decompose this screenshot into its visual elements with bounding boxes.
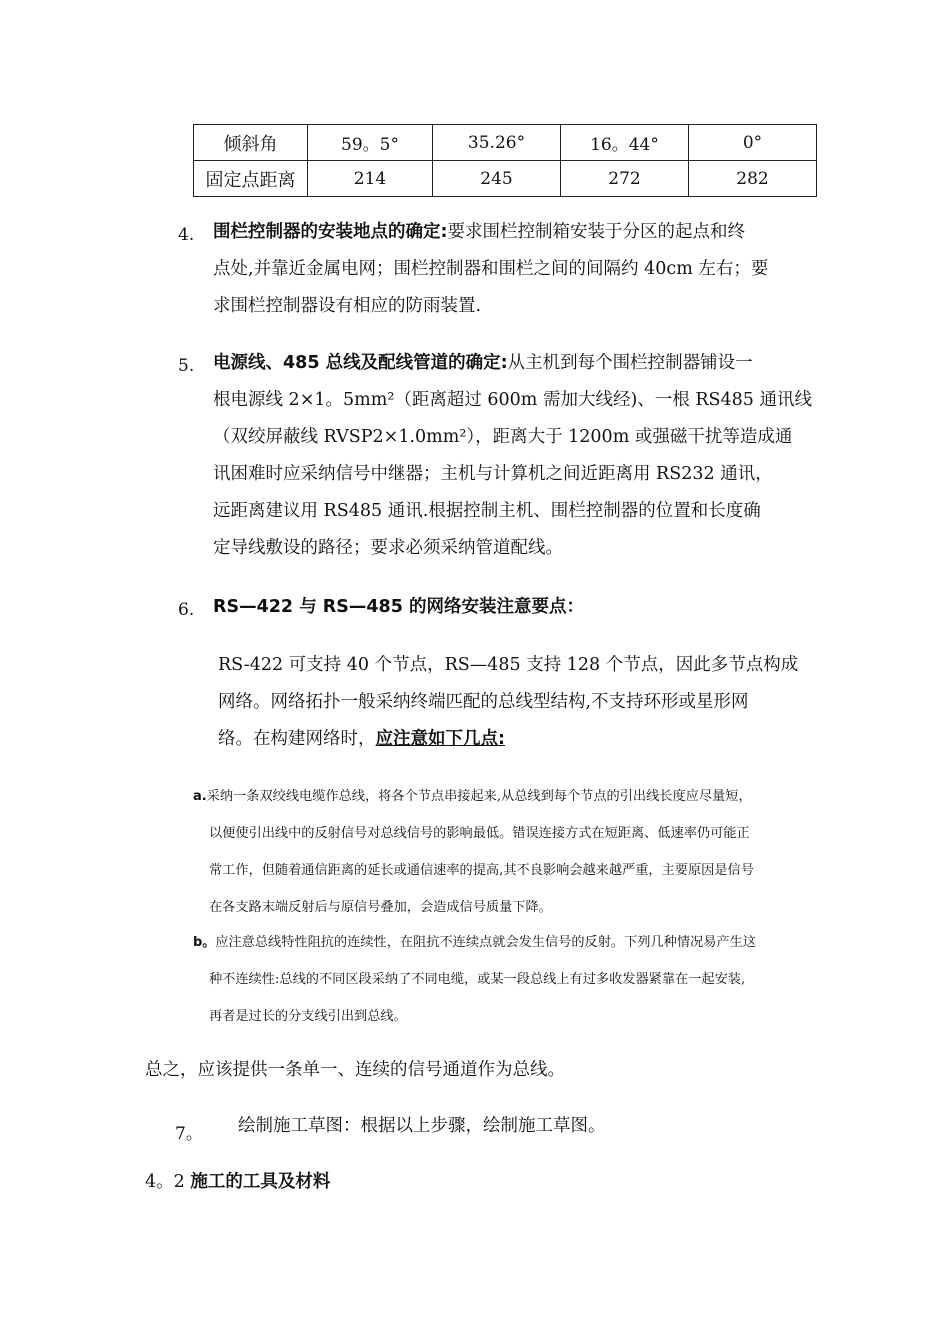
paragraph-line: 定导线敷设的路径；要求必须采纳管道配线。 [213, 538, 563, 558]
item-number: 6. [178, 600, 195, 620]
item-number: 7。 [175, 1124, 203, 1144]
paragraph-line: 远距离建议用 RS485 通讯.根据控制主机、围栏控制器的位置和长度确 [213, 501, 761, 521]
paragraph-line: 再者是过长的分支线引出到总线。 [209, 1009, 407, 1024]
paragraph-line: 以便使引出线中的反射信号对总线信号的影响最低。错误连接方式在短距离、低速率仍可能正 [209, 826, 750, 841]
table-row [194, 161, 817, 197]
table-cell: 59。5° [308, 125, 433, 161]
item-7-line: 绘制施工草图：根据以上步骤，绘制施工草图。 [238, 1116, 606, 1136]
paragraph-line: 电源线、485 总线及配线管道的确定:从主机到每个围栏控制器铺设一 [213, 353, 753, 373]
table-cell: 35.26° [433, 125, 561, 161]
item-4-paragraph [213, 214, 813, 325]
paragraph-line: RS-422 可支持 40 个节点，RS—485 支持 128 个节点，因此多节点构成 [218, 655, 799, 675]
table-cell: 282 [689, 161, 817, 197]
table-cell: 倾斜角 [194, 125, 308, 161]
paragraph-line: 围栏控制器的安装地点的确定:要求围栏控制箱安装于分区的起点和终 [213, 222, 745, 242]
paragraph-line: 求围栏控制器设有相应的防雨装置. [213, 296, 482, 316]
section-number: 4。2 [145, 1172, 185, 1192]
item-title: RS—422 与 RS—485 的网络安装注意要点： [213, 597, 584, 617]
point-marker: a. [193, 789, 207, 804]
table-cell: 16。44° [561, 125, 689, 161]
table-cell: 0° [689, 125, 817, 161]
point-a [193, 778, 813, 926]
spec-table [193, 124, 817, 197]
item-5-paragraph [213, 345, 813, 567]
section-heading [145, 1164, 330, 1201]
paragraph-line: （双绞屏蔽线 RVSP2×1.0mm²），距离大于 1200m 或强磁干扰等造成通 [213, 427, 793, 447]
section-title: 施工的工具及材料 [190, 1172, 331, 1192]
emphasis-text: 应注意如下几点: [375, 729, 505, 749]
item-6-paragraph [218, 647, 818, 758]
paragraph-line: 讯困难时应采纳信号中继器；主机与计算机之间近距离用 RS232 通讯， [213, 464, 773, 484]
paragraph-line: 在各支路末端反射后与原信号叠加，会造成信号质量下降。 [209, 900, 552, 915]
item-number: 5. [178, 356, 195, 376]
table-row [194, 125, 817, 161]
table-cell: 272 [561, 161, 689, 197]
paragraph-line: 网络。网络拓扑一般采纳终端匹配的总线型结构,不支持环形或星形网 [218, 692, 749, 712]
item-6-title-line [213, 589, 584, 626]
paragraph-line: 种不连续性:总线的不同区段采纳了不同电缆，或某一段总线上有过多收发器紧靠在一起安装, [209, 972, 746, 987]
table-cell: 固定点距离 [194, 161, 308, 197]
paragraph-line: a.采纳一条双绞线电缆作总线，将各个节点串接起来,从总线到每个节点的引出线长度应尽量短， [193, 789, 752, 804]
summary-line: 总之，应该提供一条单一、连续的信号通道作为总线。 [145, 1060, 565, 1080]
table-cell: 214 [308, 161, 433, 197]
paragraph-line: b。应注意总线特性阻抗的连续性，在阻抗不连续点就会发生信号的反射。下列几种情况易产生这 [193, 935, 756, 950]
paragraph-line: 常工作，但随着通信距离的延长或通信速率的提高,其不良影响会越来越严重，主要原因是信号 [209, 863, 754, 878]
point-b [193, 924, 813, 1035]
table-cell: 245 [433, 161, 561, 197]
item-title: 电源线、485 总线及配线管道的确定: [213, 353, 508, 373]
paragraph-line: 点处,并靠近金属电网；围栏控制器和围栏之间的间隔约 40cm 左右；要 [213, 259, 769, 279]
item-title: 围栏控制器的安装地点的确定: [213, 222, 448, 242]
item-number: 4. [178, 225, 195, 245]
point-marker: b。 [193, 935, 216, 950]
paragraph-line: 根电源线 2×1。5mm²（距离超过 600m 需加大线经)、一根 RS485 通讯线 [213, 390, 812, 410]
paragraph-line: 络。在构建网络时，应注意如下几点: [218, 729, 505, 749]
